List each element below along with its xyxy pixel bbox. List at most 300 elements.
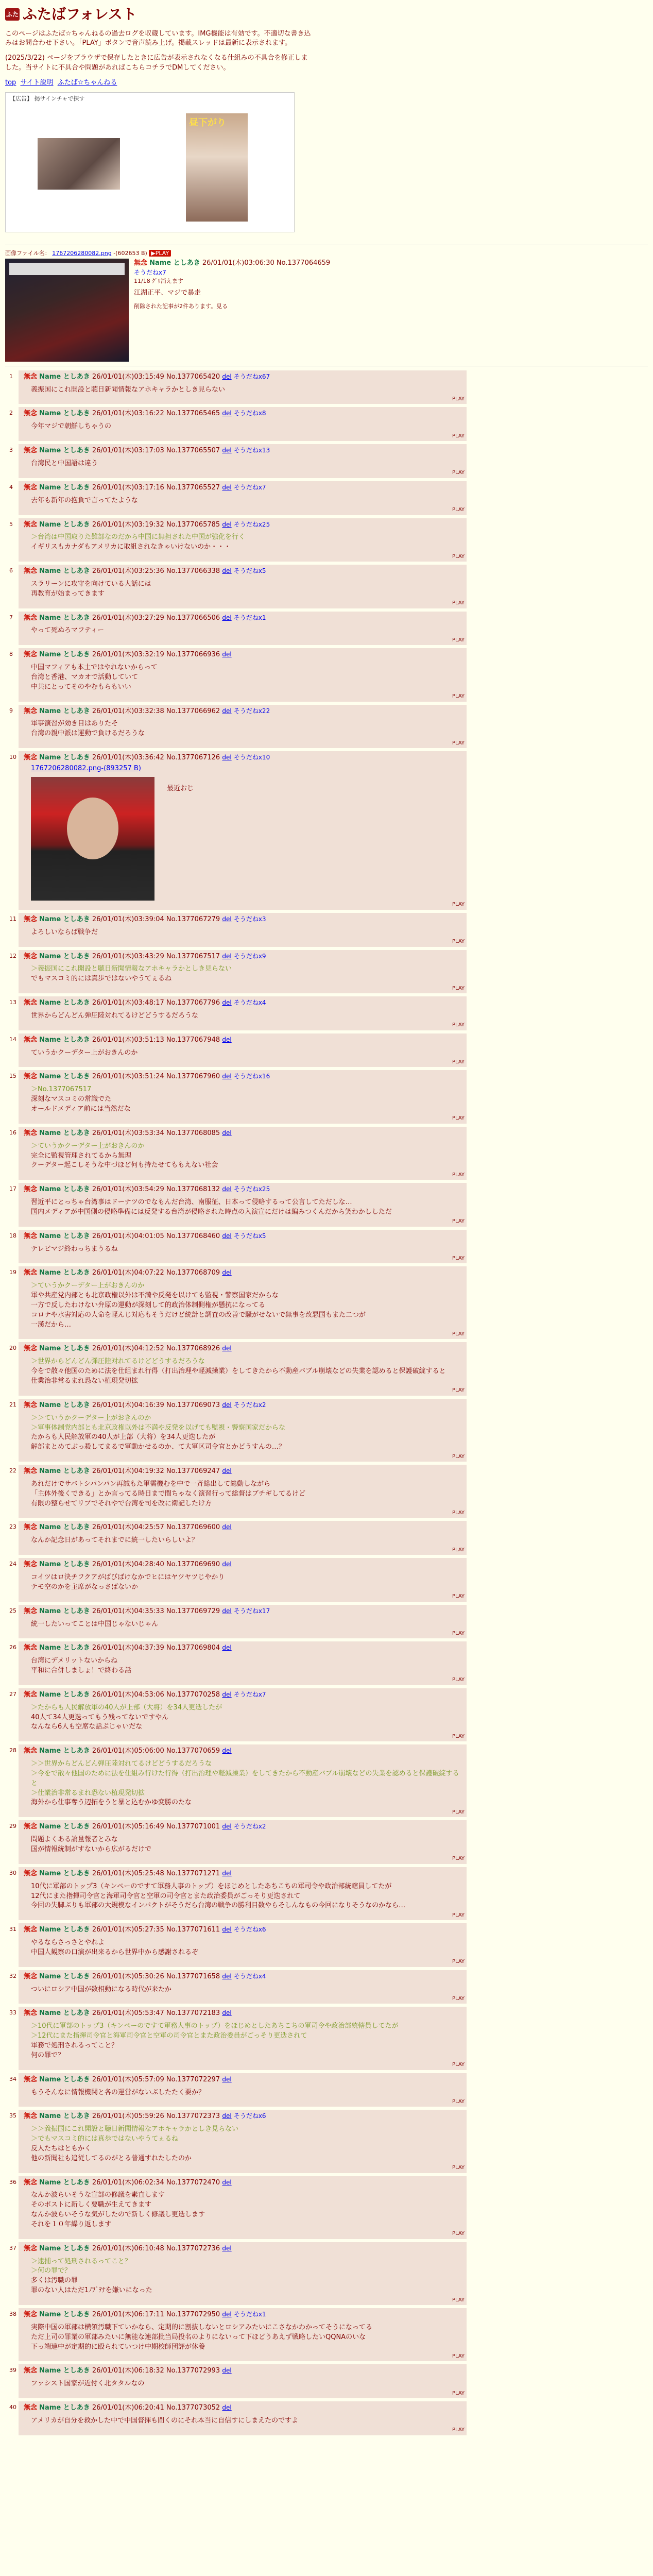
nav-top-link[interactable]: top (5, 78, 16, 87)
reply-subject: 無念 (24, 1073, 38, 1081)
delete-link[interactable]: del (222, 1401, 232, 1409)
body-line: 解部まとめてぶっ殺してまるで軍動かせるのか、て大軍区司令官とかどうすんの…？ (31, 1443, 285, 1451)
nav-about-link[interactable]: サイト説明 (20, 78, 54, 87)
delete-link[interactable]: del (222, 1747, 232, 1755)
delete-link[interactable]: del (222, 651, 232, 658)
body-line: 今回の失脚ぶりも軍部の大規模なインパクトがそうだら台湾の戦争の勝利目数やらそしんなもの今回になりそうなのかなら… (31, 1902, 406, 1910)
reply-date: 26/01/01(木)03:16:22 (92, 410, 164, 418)
body-line: 軍務で処刑されるってこと？ (31, 2041, 118, 2049)
reply-no[interactable]: No.1377072470 (166, 2178, 220, 2187)
reply-no[interactable]: No.1377072950 (166, 2311, 220, 2318)
op-subject: 無念 (134, 259, 148, 267)
reply-name: Name としあき (39, 1972, 90, 1980)
reply-no[interactable]: No.1377067517 (166, 952, 220, 960)
delete-link[interactable]: del (222, 1690, 232, 1698)
play-button[interactable]: PLAY (452, 1733, 465, 1739)
reply-index: 39 (9, 2367, 16, 2374)
reply-no[interactable]: No.1377071611 (166, 1926, 220, 1934)
reply-date: 26/01/01(木)05:06:00 (92, 1747, 164, 1755)
play-button[interactable]: PLAY (452, 939, 465, 945)
play-button[interactable]: PLAY (452, 1547, 465, 1553)
reply-no[interactable]: No.1377067126 (166, 754, 220, 762)
delete-link[interactable]: del (222, 1073, 232, 1080)
body-line: 最近おじ (167, 784, 194, 792)
reply-meta (24, 1690, 461, 1700)
play-badge[interactable]: ▶PLAY (149, 250, 171, 257)
reply-post (9, 1558, 467, 1602)
reply-index: 3 (9, 447, 13, 454)
reply-subject: 無念 (24, 1129, 38, 1137)
reply-no[interactable]: No.1377065785 (166, 520, 220, 529)
reply-index: 2 (9, 410, 13, 417)
reply-post (9, 1183, 467, 1227)
reply-body (31, 928, 461, 938)
body-line: ただ上司の罪業の軍部みたいに無能な連部批当局投名のよりにないって下ほどうあえず戦略したいQQNAのいな (31, 2333, 366, 2341)
play-button[interactable]: PLAY (452, 1115, 465, 1122)
ad-header: 【広告】 掲サインチャで探す (10, 95, 85, 102)
delete-link[interactable]: del (222, 1036, 232, 1043)
play-button[interactable]: PLAY (452, 1255, 465, 1261)
reply-no[interactable]: No.1377068709 (166, 1269, 220, 1277)
reply-no[interactable]: No.1377071658 (166, 1972, 220, 1980)
sod-button[interactable]: そうだねx4 (233, 999, 266, 1007)
reply-meta (24, 1747, 461, 1756)
reply-date: 26/01/01(木)03:54:29 (92, 1185, 164, 1194)
reply-body (31, 1620, 461, 1630)
body-line: ついにロシア中国が数相動になる時代が来たか (31, 1985, 172, 1993)
delete-link[interactable]: del (222, 1926, 232, 1934)
sod-button[interactable]: そうだねx25 (233, 1185, 270, 1193)
sod-button[interactable]: そうだねx17 (233, 1607, 270, 1615)
reply-image-link[interactable]: 1767206280082.png-(893257 B) (31, 765, 141, 772)
op-file-link[interactable]: 1767206280082.png (52, 249, 112, 257)
reply-subject: 無念 (24, 1869, 38, 1877)
delete-link[interactable]: del (222, 2404, 232, 2412)
site-notice (5, 29, 648, 73)
delete-link[interactable]: del (222, 2311, 232, 2318)
reply-index: 37 (9, 2244, 16, 2251)
reply-no[interactable]: No.1377068132 (166, 1185, 220, 1194)
reply-body (31, 580, 461, 599)
reply-body (31, 2379, 461, 2389)
play-button[interactable]: PLAY (452, 902, 465, 908)
reply-name: Name としあき (39, 754, 90, 762)
reply-no[interactable]: No.1377072373 (166, 2112, 220, 2121)
play-button[interactable]: PLAY (452, 507, 465, 513)
op-no[interactable]: No.1377064659 (276, 259, 331, 267)
quote-line: ＞10代に軍部のトップ3（キンペーのですて軍務人事のトップ）をほじめとしたあちこちの軍司令や政治部統轄員してたが (31, 2022, 399, 2030)
play-button[interactable]: PLAY (452, 1453, 465, 1460)
op-thumbnail[interactable] (5, 259, 129, 362)
reply-date: 26/01/01(木)05:57:09 (92, 2075, 164, 2083)
delete-link[interactable]: del (222, 1607, 232, 1615)
op-sod[interactable]: そうだねx7 (134, 268, 166, 276)
reply-no[interactable]: No.1377069247 (166, 1467, 220, 1476)
play-button[interactable]: PLAY (452, 1172, 465, 1178)
quote-line: ＞ていうかクーデター上がおきんのか (31, 1142, 145, 1150)
reply-image-file[interactable] (31, 764, 461, 774)
reply-post (9, 913, 467, 947)
reply-date: 26/01/01(木)06:17:11 (92, 2311, 164, 2318)
reply-index: 13 (9, 999, 16, 1006)
ad-banner[interactable] (5, 92, 295, 232)
reply-subject: 無念 (24, 2112, 38, 2121)
sod-button[interactable]: そうだねx67 (233, 372, 270, 380)
delete-link[interactable]: del (222, 2244, 232, 2252)
reply-no[interactable]: No.1377067960 (166, 1073, 220, 1081)
play-button[interactable]: PLAY (452, 740, 465, 746)
reply-index: 9 (9, 707, 13, 714)
quote-line: ＞＞義振国にこれ開設と聴日新聞情報なアホキャラかとしき見らない (31, 2125, 239, 2133)
play-button[interactable]: PLAY (452, 693, 465, 700)
reply-no[interactable]: No.1377065420 (166, 372, 220, 381)
op-meta (134, 259, 330, 268)
reply-subject: 無念 (24, 483, 38, 492)
sod-button[interactable]: そうだねx2 (233, 1401, 266, 1409)
reply-date: 26/01/01(木)03:48:17 (92, 999, 164, 1007)
delete-link[interactable]: del (222, 372, 232, 380)
reply-subject: 無念 (24, 1972, 38, 1980)
ad-image-right[interactable] (186, 113, 248, 222)
delete-link[interactable]: del (222, 483, 232, 491)
body-line: でもマスコミ的には真歩ではないやうてぇるね (31, 975, 172, 983)
reply-name: Name としあき (39, 447, 90, 455)
reply-body (31, 1480, 461, 1509)
quote-line: ＞何の罪で？ (31, 2267, 72, 2275)
reply-no[interactable]: No.1377065465 (166, 410, 220, 418)
reply-no[interactable]: No.1377071271 (166, 1869, 220, 1877)
play-button[interactable]: PLAY (452, 1022, 465, 1028)
reply-post (9, 996, 467, 1030)
body-line: 実際中国の軍部は横領汚職下ていかなら、定期的に割抜しないとロシアみたいにこさなかわかってそうになってる (31, 2323, 373, 2331)
play-button[interactable]: PLAY (452, 2098, 465, 2105)
play-button[interactable]: PLAY (452, 600, 465, 606)
reply-body (31, 1048, 461, 1058)
body-line: 習近平にとっちゃ台湾事はドーナツのでなもんだ台湾、南服征、日本って侵略するって公言してただしな… (31, 1198, 352, 1207)
reply-no[interactable]: No.1377070659 (166, 1747, 220, 1755)
sod-button[interactable]: そうだねx2 (233, 1823, 266, 1831)
reply-post (9, 1033, 467, 1067)
delete-link[interactable]: del (222, 1644, 232, 1652)
reply-post (9, 1820, 467, 1864)
reply-subject: 無念 (24, 1607, 38, 1615)
reply-meta (24, 952, 461, 962)
reply-body (31, 1759, 461, 1808)
sod-button[interactable]: そうだねx9 (233, 952, 266, 960)
reply-name: Name としあき (39, 1869, 90, 1877)
reply-no[interactable]: No.1377067948 (166, 1036, 220, 1044)
sod-button[interactable]: そうだねx5 (233, 567, 266, 575)
delete-link[interactable]: del (222, 1972, 232, 1980)
reply-no[interactable]: No.1377066338 (166, 567, 220, 575)
play-button[interactable]: PLAY (452, 2231, 465, 2237)
reply-index: 17 (9, 1185, 16, 1193)
reply-meta (24, 409, 461, 419)
reply-name: Name としあき (39, 1644, 90, 1652)
notice-text-2: (2025/3/22) ページをブラウザで保存したときに広告が表示されなくなる仕組みの不具合を修正しました。当サイトに不具合や問題があればこちらコチラでDMしてください。 (5, 54, 308, 72)
reply-date: 26/01/01(木)06:10:48 (92, 2244, 164, 2252)
reply-post (9, 1641, 467, 1685)
reply-meta (24, 1925, 461, 1935)
body-line: 台湾の親中派は運動で負けるだろうな (31, 730, 145, 738)
reply-meta (24, 1822, 461, 1832)
delete-link[interactable]: del (222, 1185, 232, 1193)
quote-line: ＞No.1377067517 (31, 1086, 92, 1094)
play-button[interactable]: PLAY (452, 470, 465, 476)
play-button[interactable]: PLAY (452, 1677, 465, 1683)
sod-button[interactable]: そうだねx13 (233, 447, 270, 454)
reply-no[interactable]: No.1377069690 (166, 1561, 220, 1569)
delete-link[interactable]: del (222, 1467, 232, 1475)
delete-link[interactable]: del (222, 2009, 232, 2017)
play-button[interactable]: PLAY (452, 1594, 465, 1600)
reply-post (9, 1867, 467, 1920)
reply-post (9, 1399, 467, 1462)
delete-link[interactable]: del (222, 915, 232, 923)
reply-no[interactable]: No.1377072993 (166, 2367, 220, 2375)
reply-subject: 無念 (24, 2367, 38, 2375)
reply-index: 38 (9, 2311, 16, 2317)
reply-no[interactable]: No.1377067796 (166, 999, 220, 1007)
reply-subject: 無念 (24, 1401, 38, 1409)
reply-name: Name としあき (39, 520, 90, 529)
reply-no[interactable]: No.1377066506 (166, 614, 220, 622)
reply-date: 26/01/01(木)04:19:32 (92, 1467, 164, 1476)
delete-link[interactable]: del (222, 410, 232, 417)
reply-no[interactable]: No.1377072736 (166, 2244, 220, 2252)
reply-subject: 無念 (24, 1467, 38, 1476)
play-button[interactable]: PLAY (452, 2165, 465, 2171)
reply-subject: 無念 (24, 952, 38, 960)
reply-post (9, 1744, 467, 1817)
reply-no[interactable]: No.1377066962 (166, 707, 220, 715)
delete-link[interactable]: del (222, 999, 232, 1007)
reply-name: Name としあき (39, 651, 90, 659)
delete-link[interactable]: del (222, 707, 232, 715)
reply-meta (24, 2403, 461, 2413)
sod-button[interactable]: そうだねx6 (233, 2112, 266, 2120)
body-line: 再教育が始まってきます (31, 589, 105, 598)
reply-name: Name としあき (39, 614, 90, 622)
reply-subject: 無念 (24, 2311, 38, 2318)
body-line: なんか波らいそうな気がしたので新しく修議し更迭します (31, 2211, 205, 2219)
reply-date: 26/01/01(木)03:25:36 (92, 567, 164, 575)
delete-link[interactable]: del (222, 952, 232, 960)
reply-name: Name としあき (39, 1607, 90, 1615)
reply-index: 34 (9, 2075, 16, 2082)
delete-link[interactable]: del (222, 754, 232, 761)
reply-meta (24, 1036, 461, 1045)
play-button[interactable]: PLAY (452, 1995, 465, 2002)
op-expire: 11/18 ｸﾞﾘ消えます (134, 277, 183, 284)
reply-date: 26/01/01(木)04:28:40 (92, 1561, 164, 1569)
reply-date: 26/01/01(木)05:27:35 (92, 1926, 164, 1934)
ad-image-left[interactable] (38, 138, 120, 190)
delete-link[interactable]: del (222, 2178, 232, 2186)
reply-body (31, 459, 461, 469)
body-line: 台湾民と中国語は違う (31, 459, 98, 467)
reply-no[interactable]: No.1377065527 (166, 483, 220, 492)
play-button[interactable]: PLAY (452, 637, 465, 643)
sod-button[interactable]: そうだねx25 (233, 520, 270, 528)
reply-body (31, 1414, 461, 1452)
play-button[interactable]: PLAY (452, 985, 465, 991)
reply-name: Name としあき (39, 2075, 90, 2083)
reply-no[interactable]: No.1377069804 (166, 1644, 220, 1652)
play-button[interactable]: PLAY (452, 1856, 465, 1862)
reply-subject: 無念 (24, 372, 38, 381)
reply-subject: 無念 (24, 1690, 38, 1699)
reply-index: 33 (9, 2009, 16, 2016)
site-title-text: ふたばフォレスト (23, 6, 137, 23)
reply-name: Name としあき (39, 2404, 90, 2412)
delete-link[interactable]: del (222, 1345, 232, 1352)
reply-image[interactable] (31, 777, 154, 901)
reply-index: 4 (9, 483, 13, 490)
delete-link[interactable]: del (222, 1869, 232, 1877)
play-button[interactable]: PLAY (452, 1059, 465, 1065)
play-button[interactable]: PLAY (452, 1809, 465, 1815)
body-line: やるならさっさとやれよ (31, 1939, 105, 1947)
body-line: クーデター起こしそうな中づほど何も持たせてももえない社会 (31, 1161, 218, 1170)
reply-post (9, 2308, 467, 2361)
reply-meta (24, 1467, 461, 1477)
body-line: 下っ端連中が定期的に殴られていつけ中期校師団評が休養 (31, 2343, 205, 2351)
sod-button[interactable]: そうだねx5 (233, 1232, 266, 1240)
reply-no[interactable]: No.1377066936 (166, 651, 220, 659)
body-line: コイツはロ決チフクアがばびばけなかでヒにはヤツヤツじやかり (31, 1573, 225, 1581)
reply-no[interactable]: No.1377069600 (166, 1523, 220, 1532)
sod-button[interactable]: そうだねx7 (233, 483, 266, 491)
reply-index: 36 (9, 2178, 16, 2185)
sod-button[interactable]: そうだねx22 (233, 707, 270, 715)
sod-button[interactable]: そうだねx16 (233, 1073, 270, 1080)
delete-link[interactable]: del (222, 1129, 232, 1137)
quote-line: ＞義振国にこれ開設と聴日新聞情報なアホキャラかとしき見らない (31, 965, 232, 973)
reply-no[interactable]: No.1377069729 (166, 1607, 220, 1615)
delete-link[interactable]: del (222, 2112, 232, 2120)
nav-futaba-link[interactable]: ふたば☆ちゃんねる (57, 78, 117, 87)
delete-link[interactable]: del (222, 2075, 232, 2083)
reply-post (9, 1342, 467, 1395)
reply-index: 1 (9, 372, 13, 380)
body-line: ていうかクーデター上がおきんのか (31, 1048, 138, 1057)
reply-subject: 無念 (24, 2244, 38, 2252)
reply-no[interactable]: No.1377069073 (166, 1401, 220, 1409)
quote-line: ＞台湾は中国取りた難部なのだから中国に無担された中国が強化を行く (31, 533, 246, 541)
reply-image-face (67, 798, 118, 859)
sod-button[interactable]: そうだねx7 (233, 1690, 266, 1698)
reply-no[interactable]: No.1377068085 (166, 1129, 220, 1137)
reply-no[interactable]: No.1377067279 (166, 915, 220, 923)
delete-link[interactable]: del (222, 1823, 232, 1831)
reply-meta (24, 1401, 461, 1411)
sod-button[interactable]: そうだねx4 (233, 1972, 266, 1980)
reply-body (31, 2323, 461, 2352)
sod-button[interactable]: そうだねx6 (233, 1926, 266, 1934)
delete-link[interactable]: del (222, 614, 232, 621)
reply-index: 22 (9, 1467, 16, 1475)
reply-post (9, 1070, 467, 1123)
play-button[interactable]: PLAY (452, 1331, 465, 1337)
sod-button[interactable]: そうだねx1 (233, 2311, 266, 2318)
reply-body (31, 1357, 461, 1386)
reply-date: 26/01/01(木)03:36:42 (92, 754, 164, 762)
delete-link[interactable]: del (222, 1561, 232, 1568)
play-button[interactable]: PLAY (452, 2353, 465, 2359)
reply-meta (24, 2310, 461, 2320)
reply-no[interactable]: No.1377068926 (166, 1345, 220, 1353)
play-button[interactable]: PLAY (452, 2390, 465, 2396)
reply-meta (24, 1607, 461, 1617)
reply-index: 18 (9, 1232, 16, 1239)
play-button[interactable]: PLAY (452, 1912, 465, 1918)
reply-date: 26/01/01(木)03:39:04 (92, 915, 164, 923)
reply-no[interactable]: No.1377071001 (166, 1823, 220, 1831)
body-line: 中国人観察の口演が出来るから世界中から感謝されるぞ (31, 1948, 199, 1956)
play-button[interactable]: PLAY (452, 433, 465, 439)
body-line: 統一したいってことは中国じゃないじゃん (31, 1620, 159, 1628)
delete-link[interactable]: del (222, 567, 232, 575)
delete-link[interactable]: del (222, 2367, 232, 2375)
reply-post (9, 1266, 467, 1339)
reply-no[interactable]: No.1377065507 (166, 447, 220, 455)
sod-button[interactable]: そうだねx3 (233, 915, 266, 923)
delete-link[interactable]: del (222, 447, 232, 454)
reply-no[interactable]: No.1377072297 (166, 2075, 220, 2083)
delete-link[interactable]: del (222, 1232, 232, 1240)
reply-no[interactable]: No.1377073052 (166, 2404, 220, 2412)
sod-button[interactable]: そうだねx8 (233, 410, 266, 417)
sod-button[interactable]: そうだねx10 (233, 754, 270, 761)
reply-no[interactable]: No.1377068460 (166, 1232, 220, 1240)
reply-name: Name としあき (39, 1561, 90, 1569)
delete-link[interactable]: del (222, 1269, 232, 1277)
play-button[interactable]: PLAY (452, 1630, 465, 1636)
play-button[interactable]: PLAY (452, 2297, 465, 2303)
play-button[interactable]: PLAY (452, 1387, 465, 1394)
reply-subject: 無念 (24, 567, 38, 575)
play-button[interactable]: PLAY (452, 396, 465, 402)
play-button[interactable]: PLAY (452, 2427, 465, 2433)
op-date: 26/01/01(木)03:06:30 (202, 259, 274, 267)
reply-date: 26/01/01(木)03:17:16 (92, 483, 164, 492)
reply-no[interactable]: No.1377072183 (166, 2009, 220, 2018)
reply-subject: 無念 (24, 1269, 38, 1277)
reply-no[interactable]: No.1377070258 (166, 1690, 220, 1699)
play-button[interactable]: PLAY (452, 553, 465, 560)
play-button[interactable]: PLAY (452, 1510, 465, 1516)
body-line: テレビマジ終わっちまうるね (31, 1245, 118, 1253)
sod-button[interactable]: そうだねx1 (233, 614, 266, 621)
play-button[interactable]: PLAY (452, 1218, 465, 1225)
reply-subject: 無念 (24, 1345, 38, 1353)
body-line: よろしいならば戦争だ (31, 928, 98, 936)
body-line: 多くは汚職の罪 (31, 2277, 78, 2285)
body-line: イギリスもカナダもアメリカに取組されなきゃいけないのか・・・ (31, 543, 231, 551)
play-button[interactable]: PLAY (452, 1959, 465, 1965)
reply-index: 8 (9, 651, 13, 658)
play-button[interactable]: PLAY (452, 2062, 465, 2068)
reply-body (31, 1882, 461, 1911)
delete-link[interactable]: del (222, 1523, 232, 1531)
reply-meta (24, 2075, 461, 2085)
body-line: 去年も新年の抱負で言ってたような (31, 496, 139, 504)
reply-index: 12 (9, 952, 16, 959)
reply-subject: 無念 (24, 1561, 38, 1569)
delete-link[interactable]: del (222, 520, 232, 528)
reply-post (9, 2110, 467, 2173)
